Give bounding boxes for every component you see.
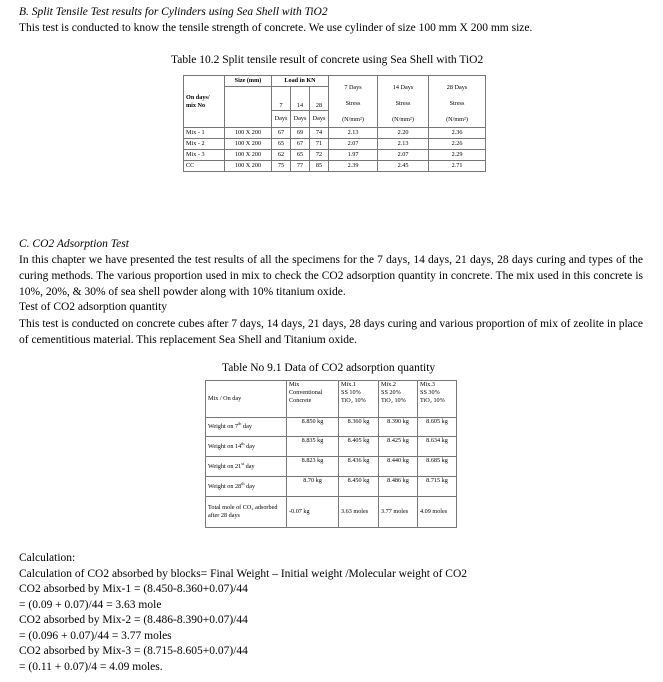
table-row: Mix - 3 100 X 200 62 65 72 1.97 2.07 2.29 (184, 150, 486, 161)
table2-caption: Table No 9.1 Data of CO2 adsorption quantity (222, 362, 436, 374)
table-row: Mix - 2 100 X 200 65 67 71 2.07 2.13 2.26 (184, 139, 486, 150)
table-row: Mix - 1 100 X 200 67 69 74 2.13 2.20 2.36 (184, 128, 486, 139)
days-label: Days (291, 111, 310, 128)
calculation-line: CO2 absorbed by Mix-3 = (8.715-8.605+0.07)/44 (19, 645, 248, 657)
mix3-header: Mix.3 SS 30% TiO₂ 10% (418, 381, 457, 418)
co2-adsorption-table (205, 380, 457, 528)
stress-14-header: 14 Days Stress (N/mm²) (378, 76, 429, 128)
mix-day-header: Mix / On day (206, 381, 287, 418)
section-c-paragraph-1: In this chapter we have presented the test results of all the specimens for the 7 days, 14 days, 21 days, 28 days curing and types of the curing methods. The various proportion used in mix to check the CO2 adsorption quantity in concrete. The mix used in this concrete is 10%, 20%, & 30% of sea shell powder along with 10% titanium oxide. (19, 254, 643, 298)
day-28-header: 28 (310, 87, 329, 111)
calculation-line: Calculation of CO2 absorbed by blocks= Final Weight – Initial weight /Molecular weight of CO2 (19, 568, 468, 580)
calculation-line: CO2 absorbed by Mix-2 = (8.486-8.390+0.07)/44 (19, 614, 248, 626)
calculation-line: = (0.096 + 0.07)/44 = 3.77 moles (19, 630, 172, 642)
table-row: Weight on 21st day 8.823 kg 8.436 kg 8.440 kg 8.685 kg (206, 457, 457, 477)
table-row: Total mole of CO₂ adsorbed after 28 days -0.07 kg 3.63 moles 3.77 moles 4.09 moles (206, 497, 457, 528)
mix1-header: Mix.1 SS 10% TiO₂ 10% (339, 381, 379, 418)
on-days-header: On days/ mix No (184, 76, 225, 128)
table-row: CC 100 X 200 75 77 85 2.39 2.45 2.71 (184, 161, 486, 172)
section-c-heading: C. CO2 Adsorption Test (19, 238, 129, 250)
section-b-heading: B. Split Tensile Test results for Cylinders using Sea Shell with TiO2 (19, 6, 328, 18)
section-c-paragraph-2: This test is conducted on concrete cubes after 7 days, 14 days, 21 days, 28 days curing and various proportion of mix of zeolite in place of cementitious material. This replacement Sea Shell and Titanium oxide. (19, 318, 643, 346)
stress-28-header: 28 Days Stress (N/mm²) (429, 76, 486, 128)
stress-7-header: 7 Days Stress (N/mm²) (329, 76, 378, 128)
table-row: Weight on 14th day 8.835 kg 8.405 kg 8.425 kg 8.634 kg (206, 437, 457, 457)
day-7-header: 7 (272, 87, 291, 111)
section-b-intro: This test is conducted to know the tensile strength of concrete. We use cylinder of size 100 mm X 200 mm size. (19, 22, 533, 34)
calculation-line: = (0.09 + 0.07)/44 = 3.63 mole (19, 599, 162, 611)
calculation-title: Calculation: (19, 552, 76, 564)
size-header: Size (mm) (225, 76, 272, 87)
conventional-header: Mix Conventional Concrete (287, 381, 339, 418)
mix2-header: Mix.2 SS 20% TiO₂ 10% (379, 381, 418, 418)
calculation-line: = (0.11 + 0.07)/4 = 4.09 moles. (19, 661, 163, 673)
size-empty (225, 87, 272, 128)
day-14-header: 14 (291, 87, 310, 111)
table1-caption: Table 10.2 Split tensile result of concrete using Sea Shell with TiO2 (171, 54, 484, 66)
table-row: Weight on 28th day 8.70 kg 8.450 kg 8.486 kg 8.715 kg (206, 477, 457, 497)
days-label: Days (272, 111, 291, 128)
split-tensile-table (183, 75, 486, 172)
days-label: Days (310, 111, 329, 128)
table-row: Weight on 7th day 8.850 kg 8.360 kg 8.390 kg 8.605 kg (206, 418, 457, 437)
calculation-line: CO2 absorbed by Mix-1 = (8.450-8.360+0.07)/44 (19, 583, 248, 595)
section-c-subheading: Test of CO2 adsorption quantity (19, 301, 168, 313)
load-header: Load in KN (272, 76, 329, 87)
